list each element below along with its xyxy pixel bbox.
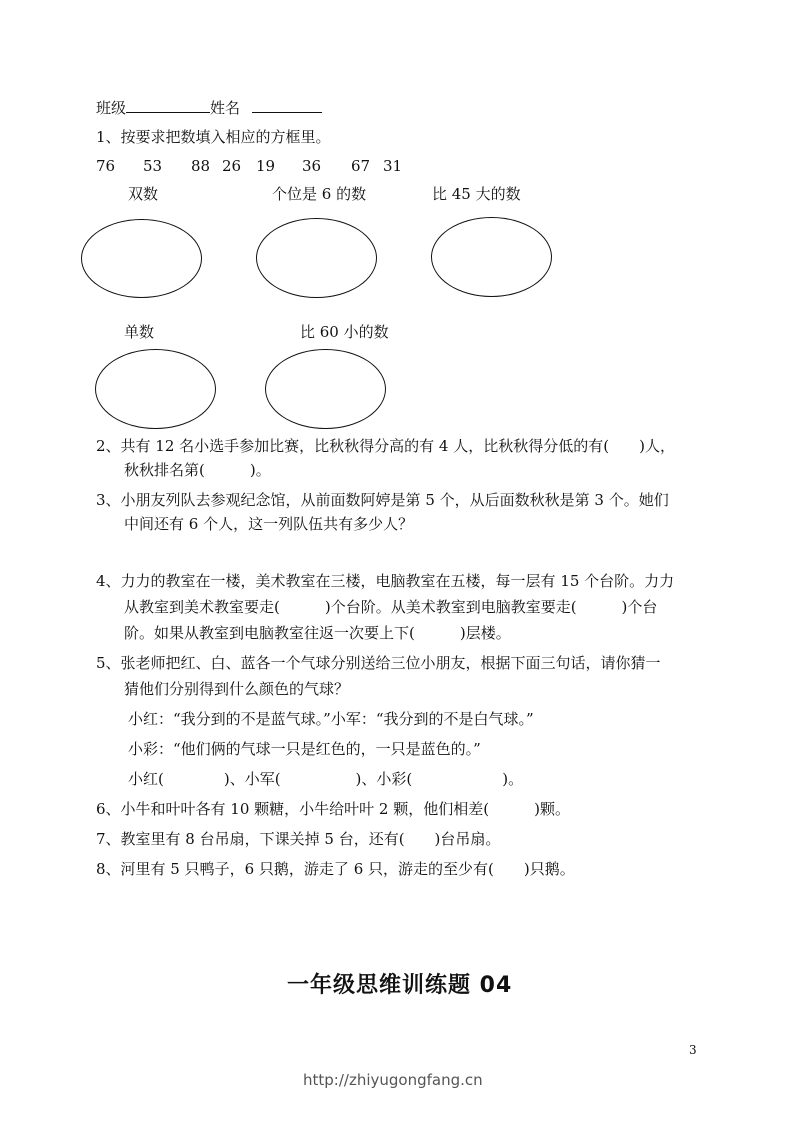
- class-label: 班级: [96, 99, 127, 117]
- q8-text: 8、河里有 5 只鸭子，6 只鹅，游走了 6 只，游走的至少有( )只鹅。: [96, 860, 575, 878]
- q4-text: 4、力力的教室在一楼，美术教室在三楼，电脑教室在五楼，每一层有 15 个台阶。力力: [96, 572, 675, 590]
- q1-answer-oval[interactable]: [431, 217, 552, 297]
- q1-answer-oval[interactable]: [81, 219, 202, 298]
- q2-text: 秋秋排名第( )。: [124, 461, 271, 479]
- q1-category-label: 比 60 小的数: [300, 323, 389, 341]
- q5-text: 5、张老师把红、白、蓝各一个气球分别送给三位小朋友，根据下面三句话，请你猜一: [96, 654, 661, 672]
- header-row: [96, 98, 322, 118]
- q1-category-label: 单数: [124, 323, 155, 341]
- q1-number: 36: [302, 157, 322, 175]
- q1-category-label: 双数: [128, 185, 159, 203]
- q3-text: 3、小朋友列队去参观纪念馆，从前面数阿婷是第 5 个，从后面数秋秋是第 3 个。她们: [96, 491, 669, 509]
- q1-number: 76: [96, 157, 116, 175]
- footer-url: http://zhiyugongfang.cn: [303, 1071, 483, 1089]
- q4-text: 阶。如果从教室到电脑教室往返一次要上下( )层楼。: [124, 624, 511, 642]
- q5-clue: 小红：“我分到的不是蓝气球。”小军：“我分到的不是白气球。”: [128, 710, 534, 728]
- q1-answer-oval[interactable]: [256, 218, 377, 298]
- q1-number: 19: [256, 157, 276, 175]
- q4-text: 从教室到美术教室要走( )个台阶。从美术教室到电脑教室要走( )个台: [124, 598, 658, 616]
- q5-text: 猜他们分别得到什么颜色的气球？: [124, 680, 350, 698]
- name-label: 姓名: [210, 99, 241, 117]
- q1-category-label: 比 45 大的数: [432, 185, 521, 203]
- q1-number: 88: [191, 157, 211, 175]
- section-title: 一年级思维训练题 04: [287, 973, 513, 998]
- q7-text: 7、教室里有 8 台吊扇，下课关掉 5 台，还有( )台吊扇。: [96, 830, 501, 848]
- q1-answer-oval[interactable]: [265, 349, 386, 429]
- q1-prompt: 1、按要求把数填入相应的方框里。: [96, 128, 331, 146]
- q2-text: 2、共有 12 名小选手参加比赛，比秋秋得分高的有 4 人，比秋秋得分低的有( )人，: [96, 437, 675, 455]
- q1-answer-oval[interactable]: [95, 349, 216, 429]
- class-blank[interactable]: [126, 98, 210, 113]
- q1-number: 26: [222, 157, 242, 175]
- name-blank[interactable]: [252, 98, 322, 113]
- page-number: 3: [689, 1043, 697, 1057]
- q1-number: 31: [383, 157, 403, 175]
- q6-text: 6、小牛和叶叶各有 10 颗糖，小牛给叶叶 2 颗，他们相差( )颗。: [96, 800, 570, 818]
- q1-number: 53: [143, 157, 163, 175]
- q3-text: 中间还有 6 个人，这一列队伍共有多少人？: [124, 515, 414, 533]
- q5-answer-row: 小红( )、小军( )、小彩( )。: [128, 770, 524, 788]
- q1-number: 67: [351, 157, 371, 175]
- q1-category-label: 个位是 6 的数: [272, 185, 367, 203]
- q5-clue: 小彩：“他们俩的气球一只是红色的，一只是蓝色的。”: [128, 740, 481, 758]
